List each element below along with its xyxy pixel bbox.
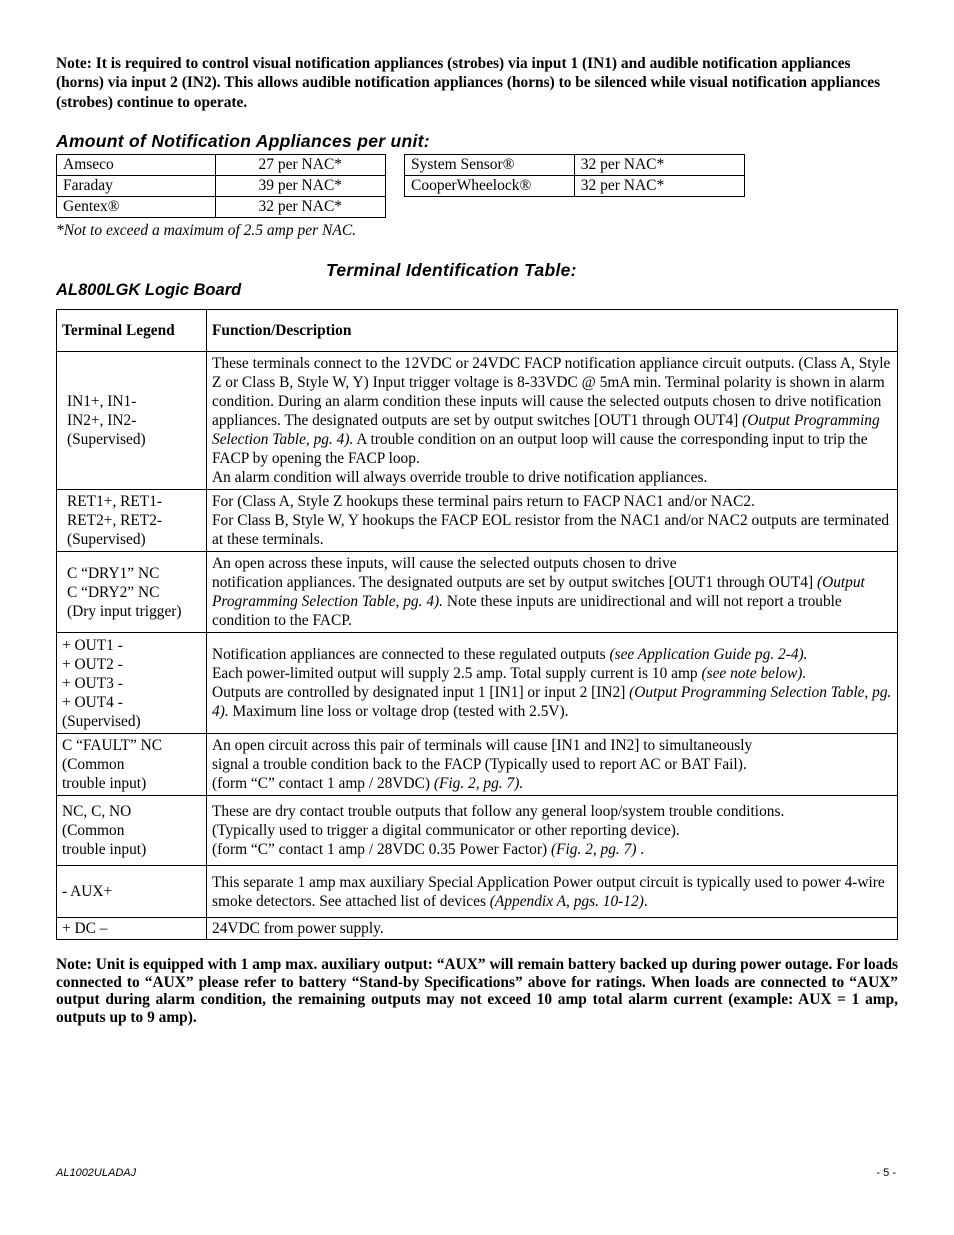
- legend-line: (Common: [62, 756, 125, 773]
- footer-page-number: - 5 -: [876, 1167, 896, 1179]
- appliance-count: 27 per NAC*: [215, 155, 385, 176]
- legend-line: + OUT2 -: [62, 655, 123, 673]
- appliance-count: 39 per NAC*: [215, 176, 385, 197]
- legend-line: - AUX+: [62, 883, 113, 900]
- terminal-identification-table: [56, 309, 898, 940]
- terminal-description: [207, 866, 898, 918]
- brand-name: System Sensor®: [405, 155, 575, 176]
- description-text: .: [636, 841, 645, 858]
- amount-title: Amount of Notification Appliances per unit:: [56, 131, 430, 151]
- brand-name: Gentex®: [57, 197, 216, 218]
- description-text: (Appendix A, pgs. 10-12): [489, 892, 644, 910]
- description-text: This separate 1 amp max auxiliary Special Application Power output circuit is typically used to power 4-wire smoke detectors. See attached list of devices: [212, 873, 885, 910]
- top-note: Note: It is required to control visual notification appliances (strobes) via input 1 (IN1) and audible notification appliances (horns) via input 2 (IN2). This allows audible notification appliances (horns) to be silenced while visual notification appliances (strobes) continue to operate.: [56, 55, 881, 111]
- description-text: 24VDC from power supply.: [212, 920, 384, 937]
- description-text: An open circuit across this pair of terminals will cause [IN1 and IN2] to simultaneously: [212, 737, 753, 754]
- amount-row: [405, 155, 745, 176]
- legend-line: (Dry input trigger): [67, 602, 182, 620]
- description-text: Notification appliances are connected to these regulated outputs: [212, 646, 610, 663]
- description-text: signal a trouble condition back to the FACP (Typically used to report AC or BAT Fail).: [212, 756, 747, 773]
- legend-line: C “DRY2” NC: [67, 583, 160, 601]
- legend-line: trouble input): [62, 841, 147, 858]
- legend-line: C “FAULT” NC: [62, 737, 163, 754]
- description-text: Each power-limited output will supply 2.5 amp. Total supply current is 10 amp: [212, 665, 702, 682]
- description-text: An alarm condition will always override trouble to drive notification appliances.: [212, 469, 708, 486]
- terminal-legend: [57, 490, 207, 552]
- terminal-row: [57, 552, 898, 633]
- header-function-description: Function/Description: [207, 310, 898, 352]
- terminal-description: [207, 796, 898, 866]
- amount-row: [57, 176, 386, 197]
- terminal-description: [207, 490, 898, 552]
- description-text: (Output Programming Selection Table, pg. 4).: [212, 574, 865, 610]
- legend-line: (Common: [62, 822, 125, 839]
- amount-table-left: [56, 154, 386, 218]
- board-title: AL800LGK Logic Board: [56, 281, 242, 299]
- description-text: (form “C” contact 1 amp / 28VDC): [212, 775, 434, 792]
- amount-table-right: [404, 154, 745, 197]
- description-text: (Fig. 2, pg. 7): [550, 841, 637, 858]
- brand-name: Amseco: [57, 155, 216, 176]
- legend-line: + OUT1 -: [62, 636, 123, 654]
- terminal-row: [57, 796, 898, 866]
- description-text: Note these inputs are unidirectional and will not report a trouble condition to the FACP.: [212, 593, 842, 629]
- appliance-count: 32 per NAC*: [215, 197, 385, 218]
- terminal-description: [207, 918, 898, 940]
- legend-line: RET2+, RET2-: [67, 512, 163, 529]
- legend-line: (Supervised): [67, 431, 146, 448]
- description-text: (Fig. 2, pg. 7).: [433, 775, 524, 792]
- legend-line: + OUT4 -: [62, 693, 123, 711]
- description-text: (see Application Guide pg. 2-4).: [609, 646, 808, 663]
- legend-line: (Supervised): [67, 531, 146, 548]
- description-text: (Output Programming Selection Table, pg. 4).: [212, 412, 880, 448]
- brand-name: Faraday: [57, 176, 216, 197]
- description-text: For (Class A, Style Z hookups these terminal pairs return to FACP NAC1 and/or NAC2.: [212, 493, 755, 510]
- footer-document-code: AL1002ULADAJ: [56, 1167, 137, 1179]
- amount-row: [57, 155, 386, 176]
- description-text: .: [643, 892, 648, 910]
- terminal-row: [57, 490, 898, 552]
- description-text: These terminals connect to the 12VDC or 24VDC FACP notification appliance circuit outputs. (Class A, Style Z or Class B, Style W, Y) Input trigger voltage is 8-33VDC @ 5mA min. Terminal polarity is shown in alarm condition. During an alarm condition these inputs will cause the selected outputs chosen to drive notification appliances. The designated outputs are set by output switches [OUT1 through OUT4]: [212, 355, 891, 429]
- terminal-table-title: Terminal Identification Table:: [326, 260, 577, 280]
- terminal-row: [57, 734, 898, 796]
- description-text: (Typically used to trigger a digital communicator or other reporting device).: [212, 822, 680, 839]
- brand-name: CooperWheelock®: [405, 176, 575, 197]
- amount-footnote: *Not to exceed a maximum of 2.5 amp per NAC.: [56, 222, 357, 239]
- description-text: An open across these inputs, will cause the selected outputs chosen to drive: [212, 555, 677, 572]
- terminal-legend: [57, 633, 207, 734]
- description-text: A trouble condition on an output loop will cause the corresponding input to trip the FACP by opening the FACP loop.: [212, 431, 868, 467]
- terminal-legend: [57, 866, 207, 918]
- legend-line: trouble input): [62, 775, 147, 792]
- legend-line: + DC –: [62, 920, 108, 937]
- terminal-legend: [57, 552, 207, 633]
- terminal-row: [57, 866, 898, 918]
- terminal-legend: [57, 918, 207, 940]
- terminal-row: [57, 352, 898, 490]
- legend-line: IN1+, IN1-: [67, 393, 137, 410]
- terminal-row: [57, 633, 898, 734]
- amount-row: [57, 197, 386, 218]
- description-text: (see note below).: [701, 665, 807, 682]
- terminal-description: [207, 552, 898, 633]
- terminal-description: [207, 633, 898, 734]
- terminal-legend: [57, 352, 207, 490]
- terminal-description: [207, 352, 898, 490]
- appliance-count: 32 per NAC*: [574, 155, 744, 176]
- header-terminal-legend: Terminal Legend: [57, 310, 207, 352]
- description-text: Maximum line loss or voltage drop (tested with 2.5V).: [228, 703, 569, 720]
- description-text: Outputs are controlled by designated input 1 [IN1] or input 2 [IN2]: [212, 684, 630, 701]
- description-text: (Output Programming Selection Table, pg. 4).: [212, 684, 892, 720]
- terminal-row: [57, 918, 898, 940]
- terminal-legend: [57, 734, 207, 796]
- terminal-description: [207, 734, 898, 796]
- description-text: (form “C” contact 1 amp / 28VDC 0.35 Power Factor): [212, 841, 551, 858]
- legend-line: NC, C, NO: [62, 803, 132, 820]
- legend-line: + OUT3 -: [62, 674, 123, 692]
- appliance-count: 32 per NAC*: [574, 176, 744, 197]
- description-text: notification appliances. The designated outputs are set by output switches [OUT1 through OUT4]: [212, 574, 817, 591]
- legend-line: (Supervised): [62, 712, 141, 730]
- description-text: These are dry contact trouble outputs that follow any general loop/system trouble conditions.: [212, 803, 785, 820]
- legend-line: RET1+, RET1-: [67, 493, 163, 510]
- legend-line: IN2+, IN2-: [67, 412, 137, 429]
- description-text: For Class B, Style W, Y hookups the FACP EOL resistor from the NAC1 and/or NAC2 outputs are terminated at these terminals.: [212, 512, 890, 548]
- amount-row: [405, 176, 745, 197]
- bottom-note: Note: Unit is equipped with 1 amp max. auxiliary output: “AUX” will remain battery backed up during power outage. For loads connected to “AUX” please refer to battery “Stand-by Specifications” above for ratings. When loads are connected to “AUX” output during alarm condition, the remaining outputs may not exceed 10 amp total alarm current (example: AUX = 1 amp, outputs up to 9 amp).: [56, 956, 898, 1026]
- terminal-legend: [57, 796, 207, 866]
- legend-line: C “DRY1” NC: [67, 564, 160, 582]
